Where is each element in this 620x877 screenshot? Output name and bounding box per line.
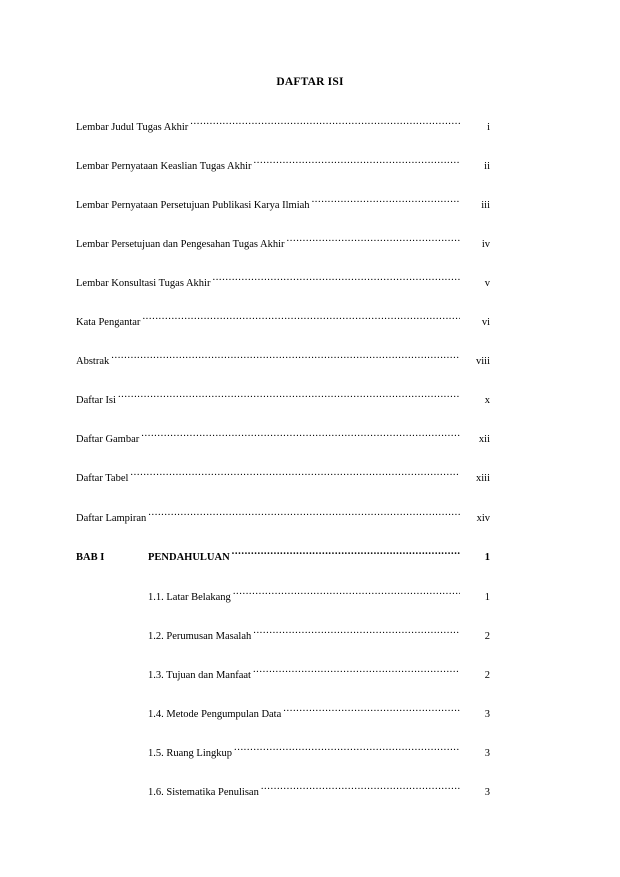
toc-entry — [76, 348, 490, 367]
toc-entry-label: Daftar Gambar — [76, 434, 140, 445]
dot-leader — [148, 505, 460, 521]
subsection-page: 3 — [484, 748, 490, 759]
dot-leader — [261, 779, 460, 795]
toc-entry-page: x — [484, 395, 490, 406]
toc-entry — [76, 192, 490, 211]
toc-entry-label: Lembar Persetujuan dan Pengesahan Tugas Akhir — [76, 239, 285, 250]
dot-leader — [287, 231, 460, 247]
dot-leader — [190, 114, 460, 130]
subsection-page: 3 — [484, 709, 490, 720]
dot-leader — [234, 740, 460, 756]
toc-entry-page: xiii — [475, 473, 490, 484]
dot-leader — [118, 387, 460, 403]
toc-entry-label: Daftar Tabel — [76, 473, 129, 484]
dot-leader — [130, 465, 460, 481]
chapter-title: PENDAHULUAN — [148, 552, 230, 563]
subsection-label: 1.2. Perumusan Masalah — [148, 631, 252, 642]
toc-entry-label: Abstrak — [76, 356, 110, 367]
toc-subsection — [148, 740, 490, 759]
toc-subsection — [148, 623, 490, 642]
toc-entry — [76, 114, 490, 133]
dot-leader — [141, 426, 460, 442]
toc-entry — [76, 505, 490, 524]
toc-entry-label: Lembar Pernyataan Persetujuan Publikasi Karya Ilmiah — [76, 200, 310, 211]
toc-entry-page: v — [484, 278, 490, 289]
dot-leader — [232, 544, 460, 560]
toc-entry-page: iv — [481, 239, 490, 250]
toc-entry-label: Lembar Konsultasi Tugas Akhir — [76, 278, 211, 289]
toc-subsection — [148, 779, 490, 798]
subsection-page: 2 — [484, 631, 490, 642]
dot-leader — [312, 192, 460, 208]
subsection-label: 1.4. Metode Pengumpulan Data — [148, 709, 282, 720]
subsection-label: 1.5. Ruang Lingkup — [148, 748, 232, 759]
toc-entry-page: xii — [478, 434, 490, 445]
subsection-page: 3 — [484, 787, 490, 798]
subsection-page: 2 — [484, 670, 490, 681]
toc-entry — [76, 309, 490, 328]
toc-subsection — [148, 701, 490, 720]
dot-leader — [111, 348, 460, 364]
toc-entry — [76, 426, 490, 445]
toc-entry-page: viii — [475, 356, 490, 367]
subsection-label: 1.6. Sistematika Penulisan — [148, 787, 259, 798]
page-title: DAFTAR ISI — [276, 76, 344, 88]
dot-leader — [253, 662, 460, 678]
dot-leader — [253, 623, 460, 639]
toc-entry-page: iii — [481, 200, 490, 211]
toc-entry — [76, 387, 490, 406]
toc-entry-label: Lembar Judul Tugas Akhir — [76, 122, 189, 133]
dot-leader — [254, 153, 460, 169]
toc-entry-label: Lembar Pernyataan Keaslian Tugas Akhir — [76, 161, 252, 172]
chapter-page: 1 — [484, 552, 490, 563]
dot-leader — [142, 309, 460, 325]
dot-leader — [212, 270, 460, 286]
toc-entry — [76, 231, 490, 250]
toc-entry-label: Daftar Lampiran — [76, 513, 147, 524]
subsection-page: 1 — [484, 592, 490, 603]
toc-entry — [76, 465, 490, 484]
toc-entry-page: ii — [484, 161, 490, 172]
toc-entry-label: Daftar Isi — [76, 395, 116, 406]
subsection-label: 1.1. Latar Belakang — [148, 592, 231, 603]
toc-entry — [76, 270, 490, 289]
toc-subsection — [148, 584, 490, 603]
dot-leader — [233, 584, 460, 600]
subsection-label: 1.3. Tujuan dan Manfaat — [148, 670, 251, 681]
toc-entry-page: i — [487, 122, 490, 133]
toc-entry-page: vi — [481, 317, 490, 328]
toc-entry-page: xiv — [476, 513, 490, 524]
toc-entry — [76, 153, 490, 172]
chapter-number: BAB I — [76, 552, 105, 563]
toc-chapter — [76, 544, 490, 563]
toc-entry-label: Kata Pengantar — [76, 317, 141, 328]
toc-subsection — [148, 662, 490, 681]
dot-leader — [283, 701, 460, 717]
